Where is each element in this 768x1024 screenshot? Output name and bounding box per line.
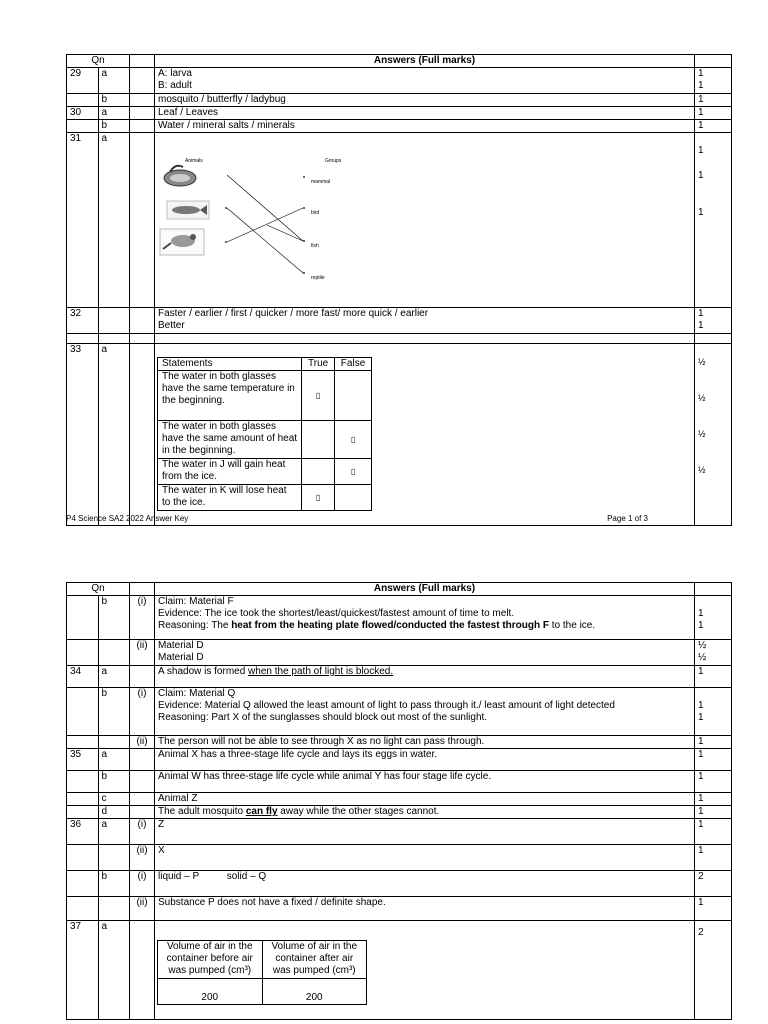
table-header: Volume of air in the container before air was pumped (cm³) <box>158 941 263 979</box>
question-part: a <box>98 344 130 526</box>
footer-title: P4 Science SA2 2022 Answer Key <box>66 514 189 523</box>
table-row <box>67 845 732 871</box>
sub-part: (i) <box>130 596 155 640</box>
tick-box-icon: ▯ <box>302 485 335 511</box>
answer-text: liquid – P solid – Q <box>155 871 695 897</box>
marks: 1 <box>695 793 732 806</box>
tick-box-icon: ▯ <box>302 371 335 421</box>
sub-part: (ii) <box>130 736 155 749</box>
table-row <box>67 771 732 793</box>
sub-part: (ii) <box>130 640 155 666</box>
answer-text: Faster / earlier / first / quicker / more fast/ more quick / earlier Better <box>155 308 695 334</box>
table-row <box>67 666 732 688</box>
fish-picture-icon <box>167 201 209 219</box>
marks: 1 <box>695 806 732 819</box>
question-number: 34 <box>67 666 99 688</box>
animal-pictures <box>155 145 685 295</box>
table-row <box>67 819 732 845</box>
table-row <box>67 749 732 771</box>
answer-table-page-1 <box>66 54 732 526</box>
marks: 1 <box>695 120 732 133</box>
question-part: a <box>98 107 130 120</box>
table-row <box>67 736 732 749</box>
question-number: 33 <box>67 344 99 526</box>
table-cell: 200 <box>158 979 263 1005</box>
marks: 1 1 <box>695 68 732 94</box>
air-volume-table <box>157 940 367 1005</box>
table-header: False <box>335 358 372 371</box>
table-row <box>67 596 732 640</box>
table-row <box>67 133 732 308</box>
statement: The water in both glasses have the same amount of heat in the beginning. <box>158 421 302 459</box>
marks: 1 <box>695 845 732 871</box>
marks: 1 1 <box>695 308 732 334</box>
table-row <box>67 68 732 94</box>
question-part: b <box>98 596 130 640</box>
table-row <box>67 806 732 819</box>
table-header: Volume of air in the container after air was pumped (cm³) <box>262 941 367 979</box>
table-cell: 200 <box>262 979 367 1005</box>
question-number: 37 <box>67 921 99 1020</box>
marks: ½ ½ <box>695 640 732 666</box>
question-part: a <box>98 921 130 1020</box>
answer-text: Claim: Material F Evidence: The ice took the shortest/least/quickest/fastest amount of time to melt. Reasoning: The heat from the heating plate flowed/conducted the fastest through F to the ice. <box>155 596 695 640</box>
table-header: Statements <box>158 358 302 371</box>
statement: The water in both glasses have the same temperature in the beginning. <box>158 371 302 421</box>
table-row <box>67 308 732 334</box>
groups-label: Groups <box>325 158 342 164</box>
tick-box-icon: ▯ <box>335 459 372 485</box>
answer-text: The adult mosquito can fly away while the other stages cannot. <box>155 806 695 819</box>
sub-part: (ii) <box>130 845 155 871</box>
answer-text: Leaf / Leaves <box>155 107 695 120</box>
table-row <box>67 344 732 526</box>
marks: 1 <box>695 771 732 793</box>
sub-part: (i) <box>130 688 155 736</box>
question-part: a <box>98 749 130 771</box>
group-label: bird <box>311 210 320 216</box>
answer-text: X <box>155 845 695 871</box>
answer-text: Material D Material D <box>155 640 695 666</box>
answer-text: A: larva B: adult <box>155 68 695 94</box>
question-part: a <box>98 666 130 688</box>
marks: 1 <box>695 819 732 845</box>
answer-text: Claim: Material Q Evidence: Material Q allowed the least amount of light to pass through it./ least amount of light detected Reasoning: Part X of the sunglasses should block out most of the sunlight. <box>155 688 695 736</box>
answer-table-page-2 <box>66 582 732 1020</box>
answer-key-page-1 <box>0 54 768 526</box>
group-label: reptile <box>311 275 325 281</box>
answer-text: Animal Z <box>155 793 695 806</box>
answers-header: Answers (Full marks) <box>155 55 695 68</box>
question-part: b <box>98 871 130 897</box>
animals-label: Animals <box>185 158 203 164</box>
table-row <box>67 793 732 806</box>
table-row <box>67 897 732 921</box>
tick-box-icon: ▯ <box>335 421 372 459</box>
table-header: True <box>302 358 335 371</box>
question-part: b <box>98 688 130 736</box>
statement: The water in J will gain heat from the ice. <box>158 459 302 485</box>
answer-text: Animal X has a three-stage life cycle and lays its eggs in water. <box>155 749 695 771</box>
answer-text: The person will not be able to see through X as no light can pass through. <box>155 736 695 749</box>
question-number: 31 <box>67 133 99 308</box>
marks: 1 1 1 <box>695 133 732 308</box>
marks: 2 <box>695 871 732 897</box>
marks: 1 <box>695 94 732 107</box>
answer-text: Animal W has three-stage life cycle while animal Y has four stage life cycle. <box>155 771 695 793</box>
group-label: fish <box>311 243 319 249</box>
question-part: a <box>98 133 130 308</box>
sub-part: (i) <box>130 819 155 845</box>
bird-picture-icon <box>160 229 204 255</box>
question-part: d <box>98 806 130 819</box>
table-row <box>67 640 732 666</box>
matching-diagram <box>155 145 685 295</box>
qn-header: Qn <box>67 55 130 68</box>
table-row <box>67 871 732 897</box>
table-row <box>67 107 732 120</box>
answer-text: Z <box>155 819 695 845</box>
marks: 1 1 <box>695 596 732 640</box>
table-row <box>67 120 732 133</box>
answer-text: A shadow is formed when the path of light is blocked. <box>155 666 695 688</box>
answers-header: Answers (Full marks) <box>155 583 695 596</box>
sub-part: (ii) <box>130 897 155 921</box>
snake-picture-icon <box>164 166 196 186</box>
question-part: a <box>98 68 130 94</box>
marks: 1 <box>695 107 732 120</box>
answer-text: Substance P does not have a fixed / definite shape. <box>155 897 695 921</box>
table-row <box>67 94 732 107</box>
true-false-table <box>157 357 372 511</box>
marks: 2 <box>698 927 704 938</box>
answer-key-page-2 <box>0 582 768 1020</box>
answer-text: mosquito / butterfly / ladybug <box>155 94 695 107</box>
statement: The water in K will lose heat to the ice. <box>158 485 302 511</box>
question-number: 35 <box>67 749 99 771</box>
question-number: 30 <box>67 107 99 120</box>
marks: 1 <box>695 666 732 688</box>
sub-part: (i) <box>130 871 155 897</box>
matching-diagram-cell <box>155 133 695 308</box>
table-row <box>67 688 732 736</box>
question-number: 32 <box>67 308 99 334</box>
question-part: b <box>98 120 130 133</box>
marks: 1 <box>695 897 732 921</box>
question-part: b <box>98 94 130 107</box>
group-label: mammal <box>311 179 331 185</box>
question-number: 29 <box>67 68 99 94</box>
qn-header: Qn <box>67 583 130 596</box>
marks: 1 <box>695 736 732 749</box>
question-part: a <box>98 819 130 845</box>
answer-text: Water / mineral salts / minerals <box>155 120 695 133</box>
table-row <box>67 921 732 1020</box>
question-number: 36 <box>67 819 99 845</box>
page-number: Page 1 of 3 <box>607 514 648 523</box>
question-part: c <box>98 793 130 806</box>
marks: ½ ½ ½ ½ <box>695 344 732 526</box>
question-part: b <box>98 771 130 793</box>
marks: 1 <box>695 749 732 771</box>
marks: 1 1 <box>695 688 732 736</box>
